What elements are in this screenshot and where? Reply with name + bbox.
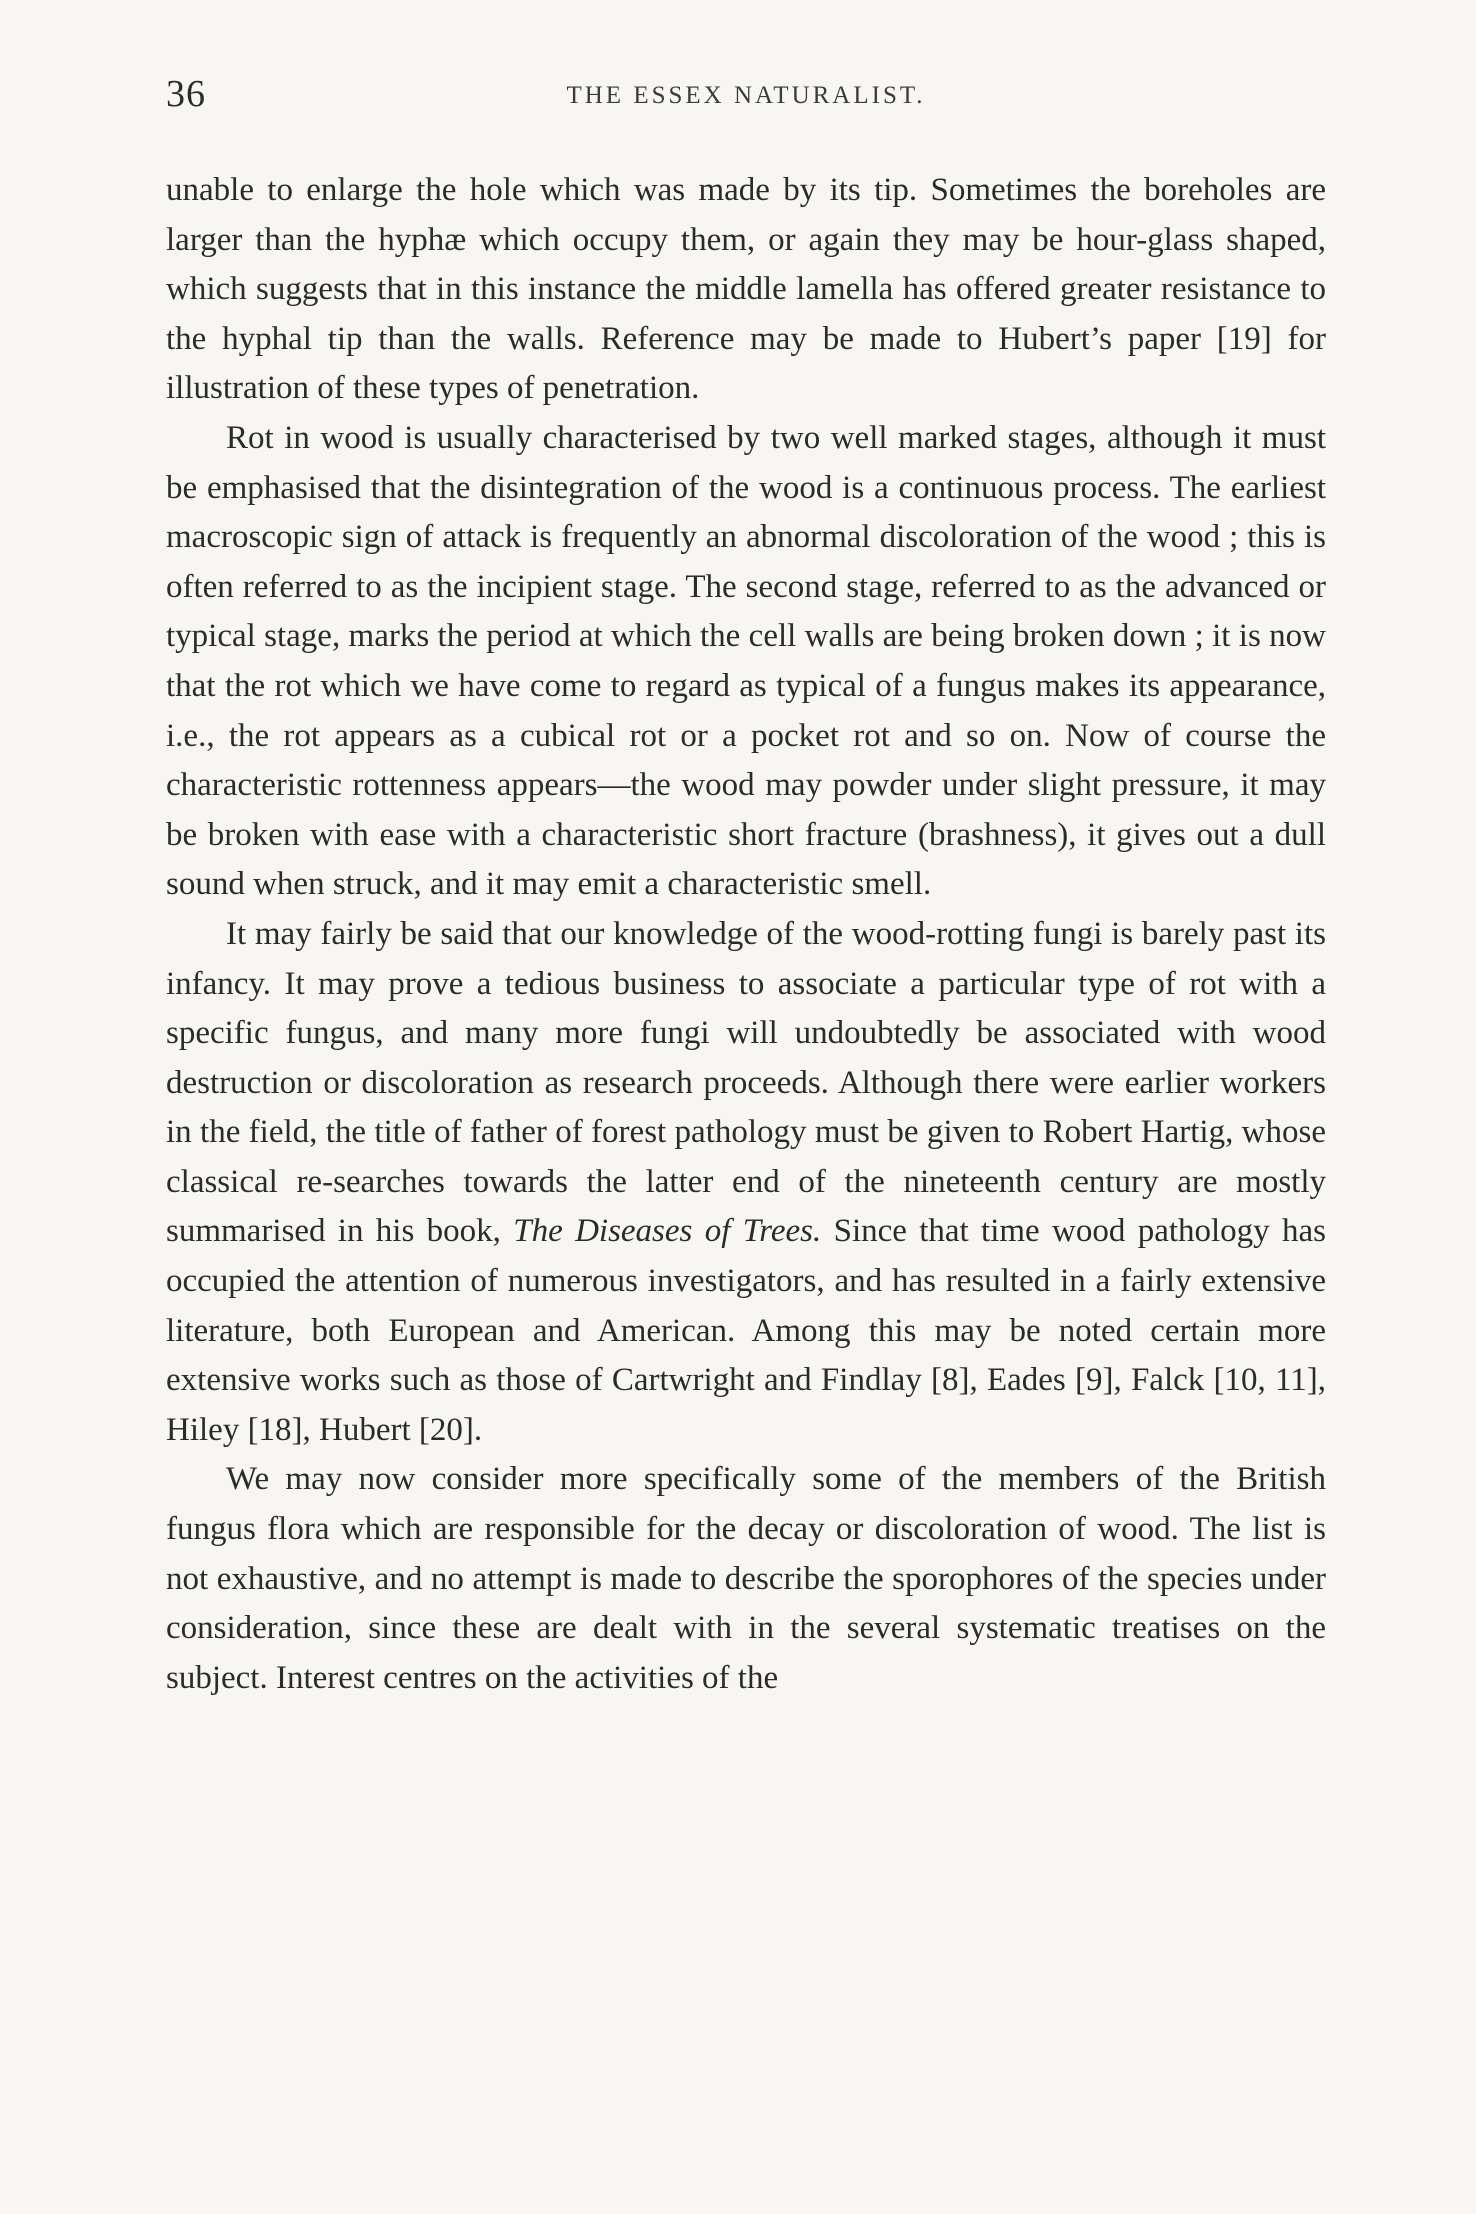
- paragraph-rot-stages: Rot in wood is usually characterised by two well marked stages, although it must be emphasised that the disintegration of the wood is a continuous process. The earliest macroscopic sign of attack is frequently an abnormal discoloration of the wood ; this is often referred to as the incipient stage. The second stage, referred to as the advanced or typical stage, marks the period at which the cell walls are being broken down ; it is now that the rot which we have come to regard as typical of a fungus makes its appearance, i.e., the rot appears as a cubical rot or a pocket rot and so on. Now of course the characteristic rottenness appears—the wood may powder under slight pressure, it may be broken with ease with a characteristic short fracture (brashness), it gives out a dull sound when struck, and it may emit a characteristic smell.: [166, 419, 1326, 903]
- paragraph-continued: unable to enlarge the hole which was made by its tip. Sometimes the boreholes are larger than the hyphæ which occupy them, or again they may be hour-glass shaped, which suggests that in this instance the middle lamella has offered greater resistance to the hyphal tip than the walls. Reference may be made to Hubert’s paper [19] for illustration of these types of penetration.: [166, 172, 1326, 407]
- paragraph-text-before: It may fairly be said that our knowledge of the wood-rotting fungi is barely past its infancy. It may prove a tedious business to associate a particular type of rot with a specific fungus, and many more fungi will undoubtedly be associated with wood destruction or discoloration as research proceeds. Although there were earlier workers in the field, the title of father of forest pathology must be given to Robert Hartig, whose classical re-searches towards the latter end of the nineteenth century are mostly summarised in his book,: [166, 915, 1326, 1250]
- running-head: [166, 72, 1326, 132]
- document-page: [166, 72, 1326, 2152]
- book-title: The Diseases of Trees.: [513, 1213, 822, 1250]
- page-number: 36: [166, 73, 206, 115]
- paragraph-british-flora: We may now consider more specifically some of the members of the British fungus flora which are responsible for the decay or discoloration of wood. The list is not exhaustive, and no attempt is made to describe the sporophores of the species under consideration, since these are dealt with in the several systematic treatises on the subject. Interest centres on the activities of the: [166, 1461, 1326, 1696]
- paragraph-text-after: Since that time wood pathology has occupied the attention of numerous investigators, and has resulted in a fairly extensive literature, both European and American. Among this may be noted certain more extensive works such as those of Cartwright and Findlay [8], Eades [9], Falck [10, 11], Hiley [18], Hubert [20].: [166, 1213, 1327, 1448]
- journal-title: THE ESSEX NATURALIST.: [566, 82, 926, 109]
- body-text: [166, 166, 1326, 1703]
- paragraph-knowledge: [166, 910, 1326, 1456]
